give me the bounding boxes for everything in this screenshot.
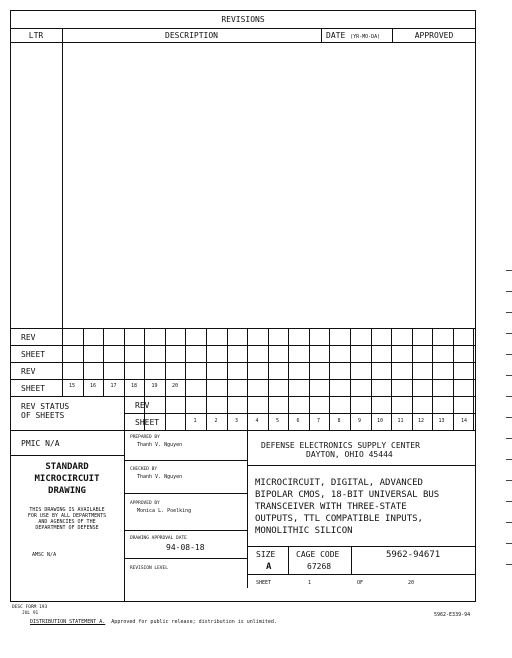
edge-mark bbox=[506, 438, 512, 439]
sheet-number: 2 bbox=[214, 418, 218, 424]
sheet-number: 5 bbox=[275, 418, 279, 424]
edge-mark bbox=[506, 333, 512, 334]
approval-date-label: DRAWING APPROVAL DATE bbox=[130, 536, 187, 541]
sheet-row-label: SHEET bbox=[21, 350, 46, 359]
sheet-number: 9 bbox=[357, 418, 361, 424]
checked-by-label: CHECKED BY bbox=[130, 467, 158, 472]
sheet-number: 15 bbox=[68, 383, 76, 389]
divider bbox=[10, 362, 476, 363]
divider bbox=[10, 28, 476, 29]
standard-heading: STANDARD bbox=[45, 462, 89, 472]
checked-by-value: Thanh V. Nguyen bbox=[137, 474, 183, 480]
edge-mark bbox=[506, 312, 512, 313]
grid-divider bbox=[288, 328, 289, 430]
revision-level-label: REVISION LEVEL bbox=[130, 566, 168, 571]
divider bbox=[10, 379, 476, 380]
divider bbox=[10, 455, 124, 456]
sheet-number: 19 bbox=[151, 383, 158, 389]
approval-date-value: 94-08-18 bbox=[166, 543, 205, 552]
grid-divider bbox=[247, 328, 248, 430]
approved-by-value: Monica L. Poelking bbox=[137, 508, 192, 514]
grid-divider bbox=[329, 328, 330, 430]
rev-status-rev-label: REV bbox=[135, 401, 150, 410]
grid-divider bbox=[391, 328, 392, 430]
cage-code-label: CAGE CODE bbox=[296, 550, 340, 559]
divider bbox=[124, 530, 247, 531]
edge-mark bbox=[506, 564, 512, 565]
size-value: A bbox=[266, 562, 272, 572]
edge-mark bbox=[506, 291, 512, 292]
grid-divider bbox=[473, 328, 474, 430]
sheet-number: 12 bbox=[417, 418, 425, 424]
edge-mark bbox=[506, 501, 512, 502]
divider bbox=[124, 430, 125, 602]
of-label: OF bbox=[357, 580, 364, 586]
divider bbox=[10, 396, 476, 397]
standard-heading: DRAWING bbox=[48, 486, 86, 496]
sheet-number: 14 bbox=[460, 418, 468, 424]
date-column-header: DATE (YR-MO-DA) bbox=[326, 31, 381, 40]
divider bbox=[124, 460, 247, 461]
divider bbox=[247, 430, 248, 588]
grid-divider bbox=[227, 328, 228, 430]
grid-divider bbox=[412, 328, 413, 430]
edge-mark bbox=[506, 417, 512, 418]
availability-text: AND AGENCIES OF THE bbox=[38, 519, 96, 525]
rev-row-label: REV bbox=[21, 333, 36, 342]
availability-text: THIS DRAWING IS AVAILABLE bbox=[29, 507, 105, 513]
edge-mark bbox=[506, 270, 512, 271]
divider bbox=[247, 546, 476, 547]
sheet-number: 10 bbox=[376, 418, 384, 424]
edge-mark bbox=[506, 354, 512, 355]
edge-mark bbox=[506, 459, 512, 460]
sheet-number: 17 bbox=[110, 383, 117, 389]
divider bbox=[321, 28, 322, 42]
form-date: JUL 91 bbox=[22, 611, 39, 616]
divider bbox=[288, 546, 289, 574]
sheet-number: 18 bbox=[130, 383, 138, 389]
divider bbox=[10, 328, 476, 329]
agency-location: DAYTON, OHIO 45444 bbox=[306, 450, 393, 459]
prepared-by-value: Thanh V. Nguyen bbox=[137, 442, 183, 448]
amsc-label: AMSC N/A bbox=[32, 552, 57, 558]
divider bbox=[124, 558, 247, 559]
prepared-by-label: PREPARED BY bbox=[130, 435, 160, 440]
divider bbox=[124, 493, 247, 494]
cage-code-value: 67268 bbox=[307, 562, 332, 571]
pmic-label: PMIC N/A bbox=[21, 439, 60, 448]
drawing-title: TRANSCEIVER WITH THREE-STATE bbox=[255, 502, 407, 512]
revisions-title: REVISIONS bbox=[221, 15, 265, 24]
approved-column-header: APPROVED bbox=[414, 31, 454, 40]
edge-mark bbox=[506, 396, 512, 397]
grid-divider bbox=[268, 328, 269, 430]
sheet-number: 6 bbox=[296, 418, 300, 424]
grid-divider bbox=[206, 328, 207, 430]
rev-status-sheet-label: SHEET bbox=[135, 418, 160, 427]
grid-divider bbox=[309, 328, 310, 430]
divider bbox=[62, 28, 63, 328]
standard-heading: MICROCIRCUIT bbox=[34, 474, 100, 484]
sheet-row-label: SHEET bbox=[21, 384, 46, 393]
grid-divider bbox=[453, 328, 454, 430]
rev-row-label: REV bbox=[21, 367, 36, 376]
sheet-number: 20 bbox=[171, 383, 179, 389]
drawing-title: MONOLITHIC SILICON bbox=[255, 526, 353, 536]
drawing-title: MICROCIRCUIT, DIGITAL, ADVANCED bbox=[255, 478, 423, 488]
sheet-number: 3 bbox=[234, 418, 238, 424]
grid-divider bbox=[350, 328, 351, 430]
rev-status-label: REV STATUS bbox=[21, 402, 70, 411]
divider bbox=[10, 430, 476, 431]
rev-status-label: OF SHEETS bbox=[21, 411, 65, 420]
grid-divider bbox=[144, 328, 145, 430]
edge-mark bbox=[506, 522, 512, 523]
divider bbox=[247, 574, 476, 575]
divider bbox=[10, 42, 476, 43]
edge-mark bbox=[506, 480, 512, 481]
form-number: DESC FORM 193 bbox=[12, 605, 48, 610]
grid-divider bbox=[124, 328, 125, 430]
agency-name: DEFENSE ELECTRONICS SUPPLY CENTER bbox=[261, 441, 420, 450]
grid-divider bbox=[185, 328, 186, 430]
ltr-column-header: LTR bbox=[28, 31, 44, 40]
document-number: 5962-E339-94 bbox=[434, 612, 471, 618]
sheet-number: 13 bbox=[438, 418, 445, 424]
edge-mark bbox=[506, 543, 512, 544]
size-label: SIZE bbox=[256, 550, 276, 559]
sheet-value: 1 bbox=[308, 580, 312, 586]
availability-text: DEPARTMENT OF DEFENSE bbox=[35, 525, 99, 531]
divider bbox=[124, 413, 476, 414]
distribution-statement: DISTRIBUTION STATEMENT A. Approved for public release; distribution is unlimited. bbox=[30, 619, 277, 625]
sheet-number: 8 bbox=[337, 418, 341, 424]
of-value: 20 bbox=[408, 580, 415, 586]
divider bbox=[247, 465, 476, 466]
approved-by-label: APPROVED BY bbox=[130, 501, 160, 506]
sheet-number: 4 bbox=[255, 418, 259, 424]
sheet-label: SHEET bbox=[256, 580, 272, 586]
edge-mark bbox=[506, 375, 512, 376]
grid-divider bbox=[432, 328, 433, 430]
sheet-number: 7 bbox=[316, 418, 320, 424]
grid-divider bbox=[371, 328, 372, 430]
grid-divider bbox=[165, 328, 166, 430]
sheet-number: 16 bbox=[89, 383, 97, 389]
availability-text: FOR USE BY ALL DEPARTMENTS bbox=[27, 513, 107, 519]
drawing-title: BIPOLAR CMOS, 18-BIT UNIVERSAL BUS bbox=[255, 490, 440, 500]
sheet-number: 1 bbox=[193, 418, 197, 424]
description-column-header: DESCRIPTION bbox=[165, 31, 218, 40]
sheet-number: 11 bbox=[397, 418, 404, 424]
drawing-title: OUTPUTS, TTL COMPATIBLE INPUTS, bbox=[255, 514, 423, 524]
divider bbox=[10, 345, 476, 346]
drawing-number: 5962-94671 bbox=[386, 550, 441, 560]
divider bbox=[351, 546, 352, 574]
